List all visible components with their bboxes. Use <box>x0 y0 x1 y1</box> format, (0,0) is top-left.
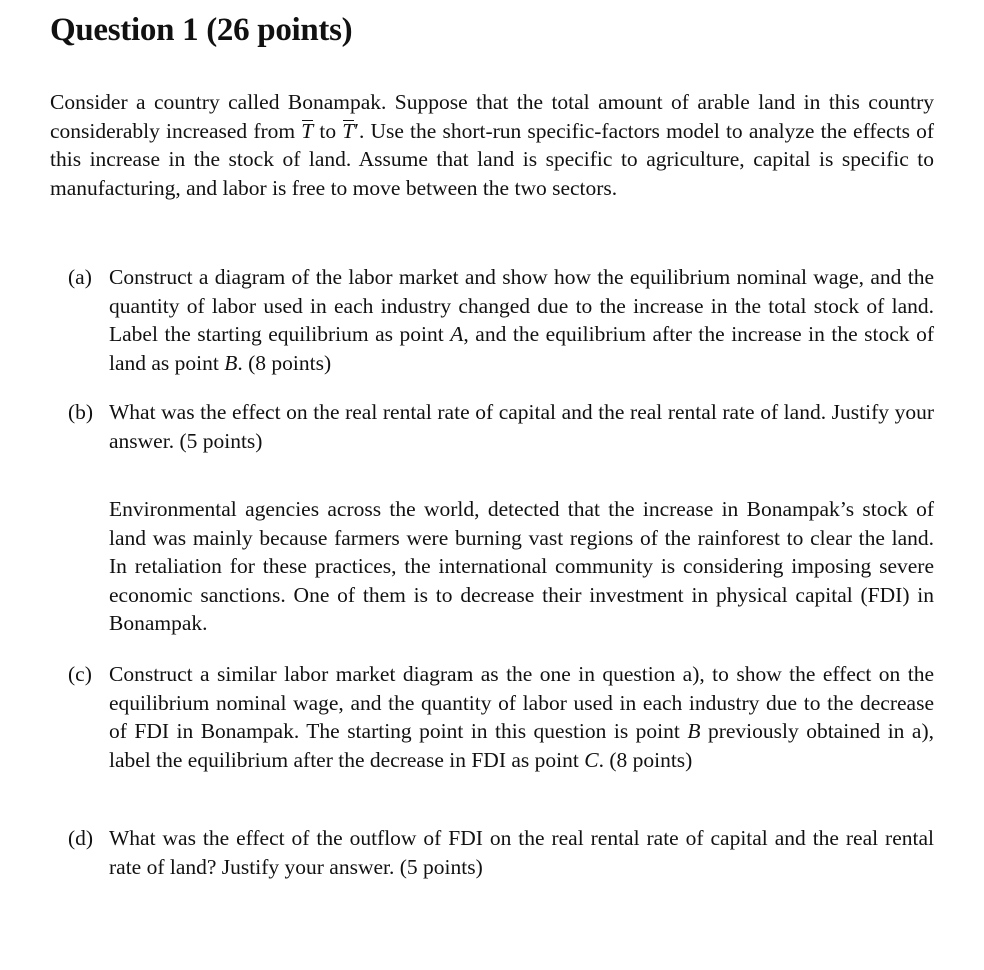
point-b: B <box>224 350 238 375</box>
part-c-text-1: Construct a similar labor market diagram as the one in question a), to show the effect on the equilibrium nominal wage, and the quantity of labor used in each industry due to the decrease of FDI in Bonampak. The starting point in this question is point <box>109 662 934 744</box>
intro-text-2: to <box>313 118 343 143</box>
part-c-label: (c) <box>68 662 92 686</box>
symbol-t-bar-prime: T <box>342 117 354 146</box>
context-paragraph: Environmental agencies across the world, detected that the increase in Bonampak’s stock of land was mainly because farmers were burning vast regions of the rainforest to clear the land. In retaliation for these practices, the international community is considering imposing severe economic sanctions. One of them is to decrease their investment in physical capital (FDI) in Bonampak. <box>109 497 934 636</box>
part-c-text-2: previously obtained in a), label the equilibrium after the decrease in FDI as point <box>109 719 934 772</box>
intro-text-1: Consider a country called Bonampak. Suppose that the total amount of arable land in this country considerably increased from <box>50 90 934 143</box>
point-c: C <box>584 747 599 772</box>
prime-mark: ′ <box>354 118 359 143</box>
part-c-text-3: . (8 points) <box>598 747 693 772</box>
symbol-t-bar: T <box>301 117 313 146</box>
part-c-text <box>109 660 934 774</box>
part-d-text: What was the effect of the outflow of FDI on the real rental rate of capital and the real rental rate of land? Justify your answer. (5 points) <box>109 826 934 879</box>
point-b-ref: B <box>687 719 701 744</box>
question-title: Question 1 (26 points) <box>50 12 353 48</box>
part-b-text: What was the effect on the real rental rate of capital and the real rental rate of land. Justify your answer. (5 points) <box>109 400 934 453</box>
point-a: A <box>450 322 464 347</box>
intro-text-3: . Use the short-run specific-factors model to analyze the effects of this increase in the stock of land. Assume that land is specific to agriculture, capital is specific to manufacturing, and labor is free to move between the two sectors. <box>50 118 934 200</box>
intro-paragraph <box>50 88 934 202</box>
part-a-text-1: Construct a diagram of the labor market and show how the equilibrium nominal wage, and the quantity of labor used in each industry changed due to the increase in the total stock of land. Label the starting equilibrium as point <box>109 265 934 347</box>
part-d-label: (d) <box>68 826 94 850</box>
part-a-text-3: . (8 points) <box>237 350 332 375</box>
part-a-label: (a) <box>68 265 92 289</box>
part-b-label: (b) <box>68 400 94 424</box>
part-a-text <box>109 263 934 377</box>
part-a-text-2: , and the equilibrium after the increase in the stock of land as point <box>109 322 934 375</box>
